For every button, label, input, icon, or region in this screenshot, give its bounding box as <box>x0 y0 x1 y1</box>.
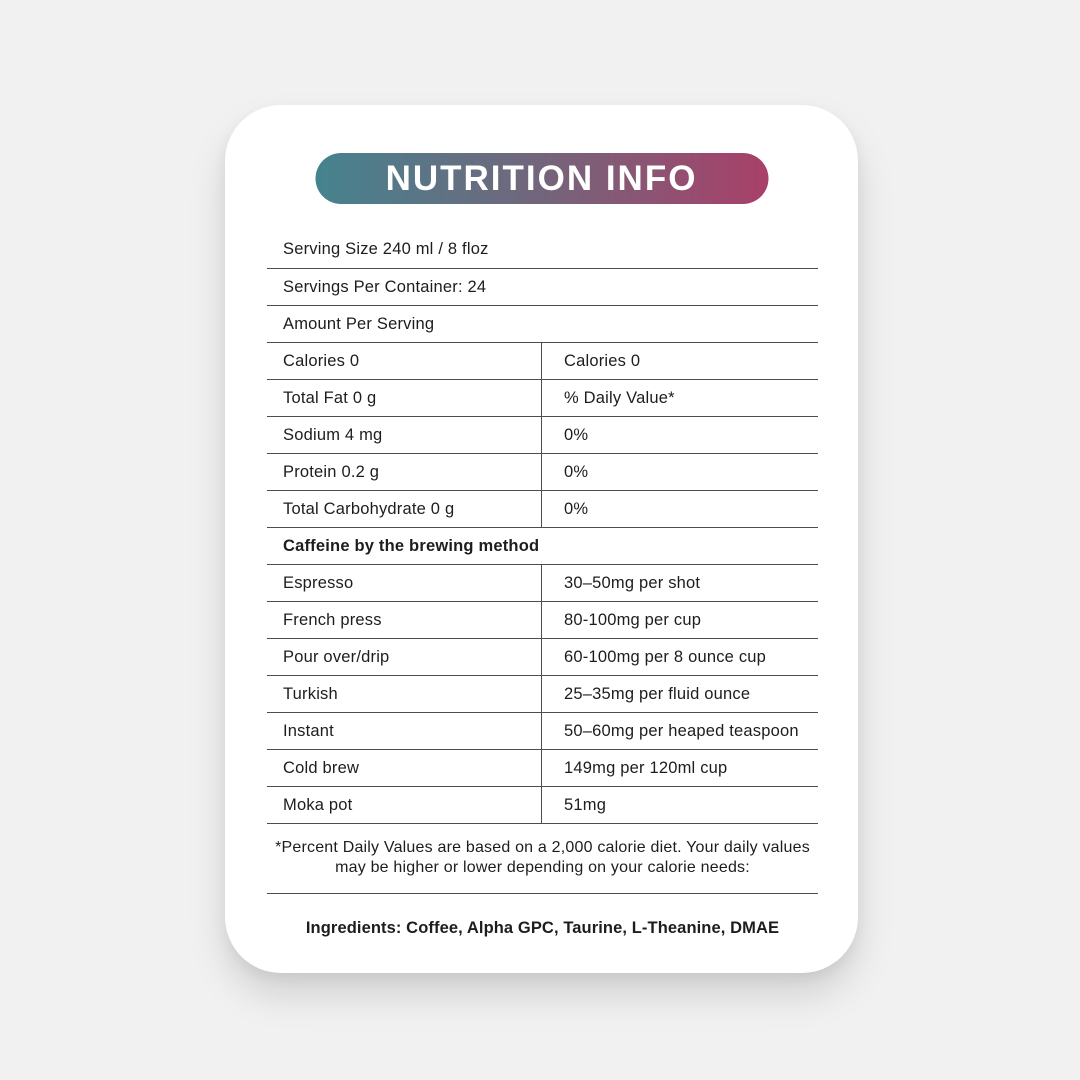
brew-amount: 60-100mg per 8 ounce cup <box>564 647 767 666</box>
table-row-moka-pot <box>267 787 818 824</box>
fact-label: Total Carbohydrate 0 g <box>267 491 542 527</box>
fact-label: Calories 0 <box>267 343 542 379</box>
brew-method: Cold brew <box>267 750 542 786</box>
amount-per-serving-text: Amount Per Serving <box>283 314 435 333</box>
nutrition-info-header-pill <box>315 153 768 204</box>
fact-value: 0% <box>564 425 589 444</box>
table-row-sodium <box>267 417 818 454</box>
brew-method: Moka pot <box>267 787 542 823</box>
fact-value: 0% <box>564 462 589 481</box>
table-row-pour-over-drip <box>267 639 818 676</box>
brew-method: Turkish <box>267 676 542 712</box>
serving-size-text: Serving Size 240 ml / 8 floz <box>283 239 489 258</box>
brew-amount: 25–35mg per fluid ounce <box>564 684 751 703</box>
table-row-espresso <box>267 565 818 602</box>
daily-value-footnote: *Percent Daily Values are based on a 2,000 calorie diet. Your daily values may be higher or lower depending on your calorie needs: <box>267 824 818 894</box>
ingredients-line: Ingredients: Coffee, Alpha GPC, Taurine, L-Theanine, DMAE <box>305 919 780 937</box>
fact-value: 0% <box>564 499 589 518</box>
table-row-servings-per-container <box>267 269 818 306</box>
brew-amount: 149mg per 120ml cup <box>564 758 728 777</box>
table-row-total-carbohydrate <box>267 491 818 528</box>
brew-method: Pour over/drip <box>267 639 542 675</box>
brew-amount: 30–50mg per shot <box>564 573 701 592</box>
table-row-instant <box>267 713 818 750</box>
table-row-caffeine-heading <box>267 528 818 565</box>
fact-label: Total Fat 0 g <box>267 380 542 416</box>
table-row-serving-size <box>267 230 818 269</box>
table-row-total-fat <box>267 380 818 417</box>
caffeine-section-heading: Caffeine by the brewing method <box>283 536 540 555</box>
brew-method: French press <box>267 602 542 638</box>
table-row-calories <box>267 343 818 380</box>
table-row-cold-brew <box>267 750 818 787</box>
table-row-turkish <box>267 676 818 713</box>
fact-value: % Daily Value* <box>564 388 675 407</box>
fact-value: Calories 0 <box>564 351 641 370</box>
table-row-protein <box>267 454 818 491</box>
table-row-amount-per-serving <box>267 306 818 343</box>
brew-amount: 80-100mg per cup <box>564 610 702 629</box>
brew-amount: 51mg <box>564 795 607 814</box>
brew-amount: 50–60mg per heaped teaspoon <box>564 721 799 740</box>
table-row-french-press <box>267 602 818 639</box>
fact-label: Sodium 4 mg <box>267 417 542 453</box>
servings-per-container-text: Servings Per Container: 24 <box>283 277 487 296</box>
brew-method: Espresso <box>267 565 542 601</box>
fact-label: Protein 0.2 g <box>267 454 542 490</box>
nutrition-label-card <box>225 105 858 973</box>
nutrition-table <box>267 230 818 938</box>
brew-method: Instant <box>267 713 542 749</box>
page-title: NUTRITION INFO <box>385 158 698 198</box>
